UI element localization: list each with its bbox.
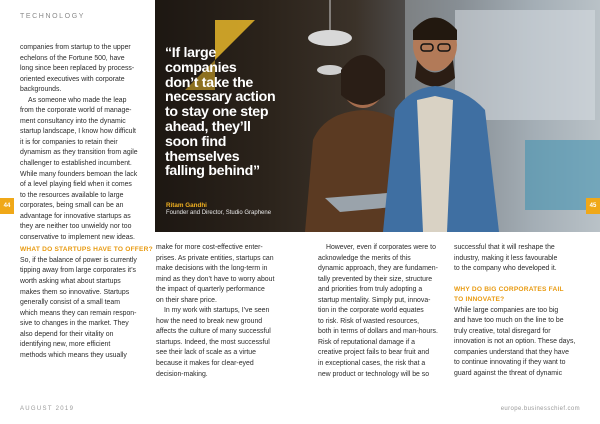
text-line: However, even if corporates were to — [326, 244, 436, 251]
quote-line: companies — [165, 59, 237, 76]
text-line: from the corporate world of manage- — [20, 107, 132, 115]
text-line: dynamism as they transition from agile — [20, 149, 138, 157]
page-number-left: 44 — [0, 198, 14, 214]
quote-attribution — [166, 202, 271, 216]
text-line: ment consultancy into the dynamic — [20, 117, 126, 125]
text-line: make decisions with the long-term in — [156, 265, 268, 273]
column-3 — [318, 243, 446, 380]
text-line: make for more cost-effective enter- — [156, 244, 263, 251]
quote-line: falling behind” — [165, 163, 260, 180]
footer-issue-date: AUGUST 2019 — [20, 406, 75, 412]
text-line: guard against the threat of dynamic — [454, 370, 563, 378]
section-heading-corporates: WHY DO BIG CORPORATES FAIL — [454, 285, 564, 293]
text-line: generally consist of a small team — [20, 299, 120, 307]
text-line: truly creative, total disregard for — [454, 327, 551, 335]
text-line: on their share price. — [156, 296, 217, 304]
text-line: startups. Indeed, the most successful — [156, 338, 270, 346]
text-line: mind as they don’t have to worry about — [156, 275, 275, 283]
text-line: and have too much on the line to be — [454, 317, 564, 325]
text-line: decision-making. — [156, 370, 208, 378]
section-label: TECHNOLOGY — [20, 13, 86, 20]
section-heading-corporates-cont: TO INNOVATE? — [454, 296, 505, 304]
text-line: in exceptional cases, the risk that a — [318, 360, 426, 368]
text-line: to the company who developed it. — [454, 265, 557, 273]
pull-quote — [165, 46, 300, 179]
text-line: affects the culture of many successful — [156, 328, 271, 336]
text-line: tion in the corporate world equates — [318, 307, 424, 315]
text-line: they are neither too unwieldy nor too — [20, 223, 132, 231]
text-line: of a level playing field when it comes — [20, 181, 132, 189]
column-4 — [454, 243, 582, 380]
column-2 — [156, 243, 286, 380]
text-line: sive to changes in the market. They — [20, 320, 129, 328]
text-line: identifying new, more efficient — [20, 341, 111, 349]
text-line: In my work with startups, I’ve seen — [164, 307, 270, 315]
text-line: acknowledge the merits of this — [318, 254, 411, 262]
text-line: Risk of reputational damage if a — [318, 338, 415, 346]
section-heading-startups: WHAT DO STARTUPS HAVE TO OFFER? — [20, 246, 153, 254]
quote-line: to stay one step — [165, 104, 269, 121]
text-line: startup landscape, I know how difficult — [20, 128, 136, 136]
text-line: corporates, being small can be an — [20, 202, 124, 210]
text-line: dynamic approach, they are fundamen- — [318, 265, 438, 273]
text-line: tally prevented by their size, structure — [318, 275, 433, 283]
text-line: innovation is not an option. These days, — [454, 338, 576, 346]
attribution-name: Ritam Gandhi — [166, 202, 207, 209]
text-line: and priorities from truly adopting a — [318, 286, 423, 294]
text-line: the impact of quarterly performance — [156, 286, 265, 294]
text-line: industry, making it less favourable — [454, 254, 558, 262]
text-line: to the resources available to large — [20, 191, 124, 199]
text-line: challenger to established incumbent. — [20, 160, 132, 168]
text-line: oriented executives with corporate — [20, 75, 125, 83]
text-line: also depend for their vitality on — [20, 330, 114, 338]
attribution-role: Founder and Director, Studio Graphene — [166, 210, 272, 216]
text-line: long since been replaced by process- — [20, 65, 135, 73]
page-number-right: 45 — [586, 198, 600, 214]
text-line: makes them so innovative. Startups — [20, 288, 130, 296]
text-line: it is for companies to retain their — [20, 138, 118, 146]
text-line: new product or technology will be so — [318, 370, 430, 378]
text-line: startup mentality. Simply put, innova- — [318, 296, 431, 304]
text-line: which means they can remain respon- — [20, 309, 137, 317]
column-1 — [20, 43, 153, 361]
text-line: echelons of the Fortune 500, have — [20, 54, 125, 62]
text-line: how the need to break new ground — [156, 317, 263, 325]
text-line: prises. As private entities, startups can — [156, 254, 274, 262]
quote-line: “If large — [165, 45, 216, 61]
text-line: to risk. Risk of wasted resources, — [318, 317, 420, 325]
text-line: backgrounds. — [20, 86, 62, 94]
text-line: creative project fails to bear fruit and — [318, 349, 430, 357]
text-line: While large companies are too big — [454, 306, 559, 314]
quote-line: themselves — [165, 148, 240, 165]
text-line: successful that it will reshape the — [454, 244, 555, 251]
feature-photo — [155, 0, 600, 232]
text-line: advantage for innovative startups as — [20, 212, 131, 220]
text-line: companies from startup to the upper — [20, 44, 131, 51]
text-line: methods which means they usually — [20, 351, 127, 359]
text-line: tipping away from large corporates it’s — [20, 267, 136, 275]
text-line: both in terms of dollars and man-hours. — [318, 328, 438, 336]
text-line: worth asking what about startups — [20, 278, 121, 286]
quote-line: don’t take the — [165, 74, 254, 91]
text-line: see their lack of scale as a virtue — [156, 349, 256, 357]
text-line: to continue innovating if they want to — [454, 359, 566, 367]
quote-line: necessary action — [165, 89, 276, 106]
footer-website[interactable]: europe.businesschief.com — [500, 406, 580, 412]
text-line: conservative to implement new ideas. — [20, 233, 135, 241]
text-line: While many founders bemoan the lack — [20, 170, 138, 178]
text-line: because it makes for clear-eyed — [156, 360, 254, 368]
quote-line: soon find — [165, 133, 227, 150]
text-line: companies understand that they have — [454, 348, 569, 356]
text-line: So, if the balance of power is currently — [20, 256, 137, 264]
quote-line: ahead, they’ll — [165, 118, 251, 135]
text-line: As someone who made the leap — [28, 96, 127, 104]
